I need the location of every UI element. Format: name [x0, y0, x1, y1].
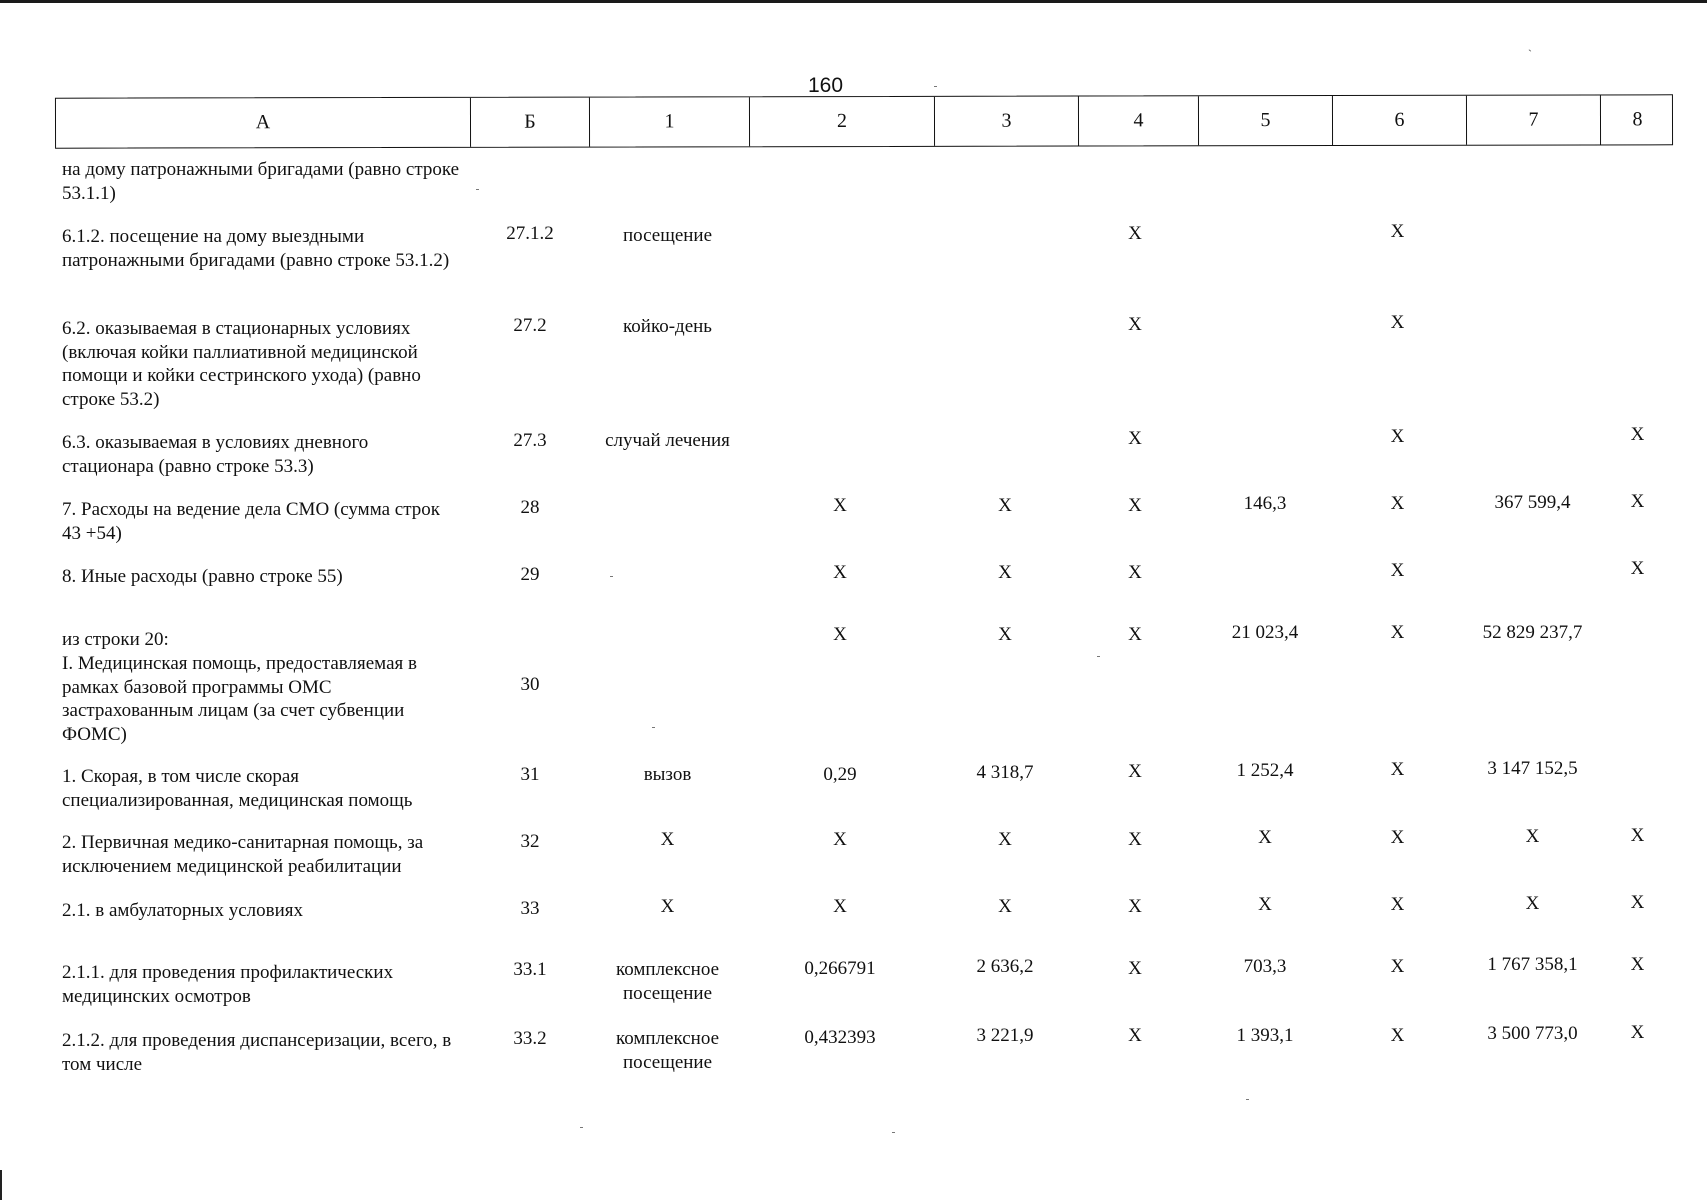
row-code: 33.1 [513, 959, 547, 980]
row-name: на дому патронажными бригадами (равно строке 53.1.1) [62, 159, 460, 204]
row-col-2: Х [833, 829, 847, 850]
row-col-4: Х [1128, 428, 1142, 449]
row-col-4: Х [1128, 1025, 1142, 1046]
header-col-2: 2 [749, 97, 934, 146]
scan-speck [934, 86, 937, 87]
row-col-2: Х [833, 896, 847, 917]
row-col-5: Х [1258, 894, 1272, 915]
header-col-7: 7 [1466, 95, 1600, 144]
page-number: 160 [808, 74, 844, 97]
row-code: 30 [520, 674, 540, 695]
row-col-4: Х [1128, 495, 1142, 516]
row-col-4: Х [1128, 624, 1142, 645]
header-col-6: 6 [1332, 96, 1466, 145]
row-code: 27.3 [513, 430, 547, 451]
row-col-7: Х [1525, 826, 1540, 847]
row-col-2: 0,432393 [804, 1027, 876, 1048]
header-col-b: Б [470, 98, 589, 147]
row-col-5: 1 393,1 [1236, 1025, 1294, 1046]
row-unit: случай лечения [605, 430, 730, 451]
row-col-8: Х [1630, 424, 1645, 445]
header-col-1: 1 [589, 97, 749, 146]
row-name: 6.1.2. посещение на дому выездными патронажными бригадами (равно строке 53.1.2) [62, 226, 450, 271]
corner-mark: ˏ [1528, 38, 1532, 52]
row-col-4: Х [1128, 562, 1142, 583]
scan-speck [652, 727, 655, 728]
row-col-7: 3 147 152,5 [1487, 758, 1578, 779]
row-unit: комплексное посещение [615, 1028, 720, 1073]
row-col-6: Х [1390, 312, 1405, 333]
row-col-3: Х [998, 896, 1012, 917]
row-unit: вызов [643, 764, 692, 785]
row-col-6: Х [1390, 622, 1405, 643]
row-col-2: Х [833, 562, 847, 583]
row-unit: комплексное посещение [615, 959, 720, 1004]
row-name-prefix: из строки 20: [62, 629, 169, 650]
scan-speck [476, 189, 479, 190]
row-col-7: Х [1525, 893, 1540, 914]
row-col-6: Х [1390, 759, 1405, 780]
row-name: I. Медицинская помощь, предоставляемая в рамках базовой программы ОМС застрахованным лицам (за счет субвенции ФОМС) [62, 653, 417, 745]
row-col-3: Х [998, 624, 1012, 645]
row-col-4: Х [1128, 223, 1142, 244]
row-col-8: Х [1630, 825, 1645, 846]
scan-speck [610, 576, 613, 577]
row-col-4: Х [1128, 958, 1142, 979]
header-col-8: 8 [1600, 95, 1674, 144]
row-code: 33 [520, 898, 540, 919]
row-col-4: Х [1128, 829, 1142, 850]
row-col-6: Х [1390, 560, 1405, 581]
row-col-2: Х [833, 624, 847, 645]
row-col-4: Х [1128, 896, 1142, 917]
row-col-8: Х [1630, 491, 1645, 512]
row-col-5: 21 023,4 [1231, 622, 1299, 643]
row-col-8: Х [1630, 1022, 1645, 1043]
row-col-6: Х [1390, 426, 1405, 447]
row-name: 1. Скорая, в том числе скорая специализированная, медицинская помощь [62, 766, 413, 811]
header-col-a: А [255, 111, 271, 134]
row-col-3: Х [998, 829, 1012, 850]
row-col-6: Х [1390, 956, 1405, 977]
row-name: 2. Первичная медико-санитарная помощь, за исключением медицинской реабилитации [62, 832, 424, 877]
row-col-6: Х [1390, 493, 1405, 514]
scan-left-edge-mark [0, 1170, 2, 1200]
row-col-8: Х [1630, 558, 1645, 579]
row-col-3: 3 221,9 [976, 1025, 1034, 1046]
row-col-6: Х [1390, 221, 1405, 242]
row-unit: Х [660, 829, 675, 850]
row-col-5: Х [1258, 827, 1272, 848]
row-col-4: Х [1128, 761, 1142, 782]
header-col-4: 4 [1078, 96, 1198, 145]
row-col-7: 3 500 773,0 [1487, 1023, 1578, 1044]
row-col-2: 0,266791 [804, 958, 876, 979]
row-unit: посещение [622, 225, 713, 246]
row-code: 28 [520, 497, 540, 518]
row-col-7: 1 767 358,1 [1487, 954, 1578, 975]
row-col-2: 0,29 [823, 764, 857, 785]
row-col-4: Х [1128, 314, 1142, 335]
row-col-6: Х [1390, 894, 1405, 915]
scan-speck [1246, 1099, 1249, 1100]
row-unit: койко-день [623, 316, 712, 337]
row-col-6: Х [1390, 827, 1405, 848]
row-col-5: 1 252,4 [1236, 760, 1294, 781]
row-col-3: Х [998, 495, 1012, 516]
scan-top-border [0, 0, 1707, 3]
row-code: 32 [520, 831, 540, 852]
row-name: 8. Иные расходы (равно строке 55) [62, 566, 343, 587]
table-header-row [55, 94, 1673, 148]
row-col-7: 52 829 237,7 [1482, 622, 1583, 643]
row-col-2: Х [833, 495, 847, 516]
row-col-8: Х [1630, 954, 1645, 975]
row-col-3: 2 636,2 [976, 956, 1034, 977]
row-col-3: 4 318,7 [976, 762, 1034, 783]
scan-speck [1097, 656, 1100, 657]
row-col-5: 146,3 [1243, 493, 1287, 514]
row-code: 29 [520, 564, 540, 585]
scan-speck [892, 1132, 895, 1133]
header-col-5: 5 [1198, 96, 1332, 145]
row-name: 7. Расходы на ведение дела СМО (сумма строк 43 +54) [62, 499, 440, 544]
row-code: 27.1.2 [506, 223, 554, 244]
row-col-3: Х [998, 562, 1012, 583]
row-code: 27.2 [513, 315, 547, 336]
row-code: 31 [520, 764, 540, 785]
row-col-6: Х [1390, 1025, 1405, 1046]
scan-speck [580, 1127, 583, 1128]
row-unit: Х [660, 896, 675, 917]
row-col-5: 703,3 [1243, 956, 1287, 977]
row-code: 33.2 [513, 1028, 547, 1049]
row-name: 2.1. в амбулаторных условиях [62, 900, 303, 921]
row-name: 2.1.2. для проведения диспансеризации, всего, в том числе [62, 1030, 452, 1075]
row-col-8: Х [1630, 892, 1645, 913]
row-name: 6.3. оказываемая в условиях дневного стационара (равно строке 53.3) [62, 432, 369, 477]
row-name: 6.2. оказываемая в стационарных условиях (включая койки паллиативной медицинской помощи и койки сестринского ухода) (равно строке 53.2) [62, 318, 421, 410]
row-col-7: 367 599,4 [1494, 492, 1571, 513]
header-col-3: 3 [934, 97, 1078, 146]
row-name: 2.1.1. для проведения профилактических медицинских осмотров [62, 962, 394, 1007]
